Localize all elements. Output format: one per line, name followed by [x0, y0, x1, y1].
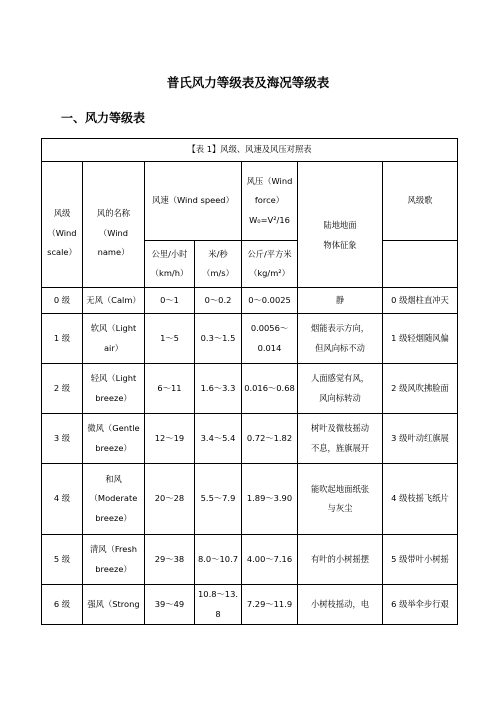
cell-song: 3 级叶动红旗展 [383, 414, 458, 464]
header-kmh: 公里/小时 （km/h） [145, 241, 195, 288]
cell-kgm2: 0.016～0.68 [242, 364, 298, 414]
cell-name: 和风 （Moderate breeze） [83, 464, 145, 535]
cell-song: 6 级举伞步行艰 [383, 585, 458, 625]
cell-kgm2: 4.00～7.16 [242, 535, 298, 585]
cell-ms: 5.5～7.9 [195, 464, 242, 535]
cell-kgm2: 0～0.0025 [242, 288, 298, 314]
table-row [42, 364, 458, 414]
cell-land-signs: 小树枝摇动，电 [298, 585, 383, 625]
cell-level: 4 级 [42, 464, 83, 535]
table-row [42, 535, 458, 585]
cell-land-signs: 烟能表示方向， 但风向标不动 [298, 314, 383, 364]
cell-land-signs: 有叶的小树摇摆 [298, 535, 383, 585]
cell-song: 2 级风吹拂脸面 [383, 364, 458, 414]
header-pressure: 风压（Wind force） W₀=V²/16 [242, 162, 298, 241]
cell-name: 无风（Calm） [83, 288, 145, 314]
cell-level: 2 级 [42, 364, 83, 414]
header-song: 风级歌 [383, 162, 458, 241]
cell-level: 6 级 [42, 585, 83, 625]
cell-land-signs: 人面感觉有风， 风向标转动 [298, 364, 383, 414]
cell-ms: 3.4～5.4 [195, 414, 242, 464]
cell-ms: 0.3～1.5 [195, 314, 242, 364]
header-row [42, 162, 458, 241]
cell-name: 微风（Gentle breeze） [83, 414, 145, 464]
cell-kmh: 0～1 [145, 288, 195, 314]
table-row [42, 464, 458, 535]
table-caption-row [42, 139, 458, 162]
cell-land-signs: 树叶及微枝摇动 不息，旌旗展开 [298, 414, 383, 464]
cell-ms: 8.0～10.7 [195, 535, 242, 585]
table-row [42, 288, 458, 314]
cell-level: 5 级 [42, 535, 83, 585]
cell-ms: 0～0.2 [195, 288, 242, 314]
header-level: 风级 （Wind scale） [42, 162, 83, 288]
cell-song: 1 级轻烟随风偏 [383, 314, 458, 364]
table-row [42, 585, 458, 625]
header-land-signs: 陆地地面 物体征象 [298, 162, 383, 288]
cell-level: 1 级 [42, 314, 83, 364]
document-title: 普氏风力等级表及海况等级表 [166, 75, 330, 90]
cell-song: 0 级烟柱直冲天 [383, 288, 458, 314]
table-caption: 【表 1】风级、风速及风压对照表 [42, 139, 458, 162]
cell-kgm2: 0.0056～ 0.014 [242, 314, 298, 364]
cell-ms: 1.6～3.3 [195, 364, 242, 414]
cell-kmh: 1～5 [145, 314, 195, 364]
header-kgm2: 公斤/平方米 （kg/m²） [242, 241, 298, 288]
cell-name: 清风（Fresh breeze） [83, 535, 145, 585]
cell-name: 强风（Strong [83, 585, 145, 625]
cell-kmh: 29～38 [145, 535, 195, 585]
cell-level: 3 级 [42, 414, 83, 464]
header-name: 风的名称 （Wind name） [83, 162, 145, 288]
cell-level: 0 级 [42, 288, 83, 314]
cell-song: 4 级枝摇飞纸片 [383, 464, 458, 535]
cell-kgm2: 7.29～11.9 [242, 585, 298, 625]
cell-kgm2: 0.72～1.82 [242, 414, 298, 464]
cell-land-signs: 静 [298, 288, 383, 314]
cell-kmh: 6～11 [145, 364, 195, 414]
table-row [42, 414, 458, 464]
cell-ms: 10.8～13.8 [195, 585, 242, 625]
cell-song: 5 级带叶小树摇 [383, 535, 458, 585]
cell-kmh: 39～49 [145, 585, 195, 625]
cell-land-signs: 能吹起地面纸张 与灰尘 [298, 464, 383, 535]
cell-kmh: 20～28 [145, 464, 195, 535]
header-speed: 风速（Wind speed） [145, 162, 242, 241]
header-ms: 米/秒 （m/s） [195, 241, 242, 288]
cell-name: 轻风（Light breeze） [83, 364, 145, 414]
wind-scale-table [41, 138, 458, 625]
cell-name: 软风（Light air） [83, 314, 145, 364]
table-row [42, 314, 458, 364]
cell-kmh: 12～19 [145, 414, 195, 464]
header-song-empty [383, 241, 458, 288]
section-heading: 一、风力等级表 [61, 111, 146, 125]
cell-kgm2: 1.89～3.90 [242, 464, 298, 535]
